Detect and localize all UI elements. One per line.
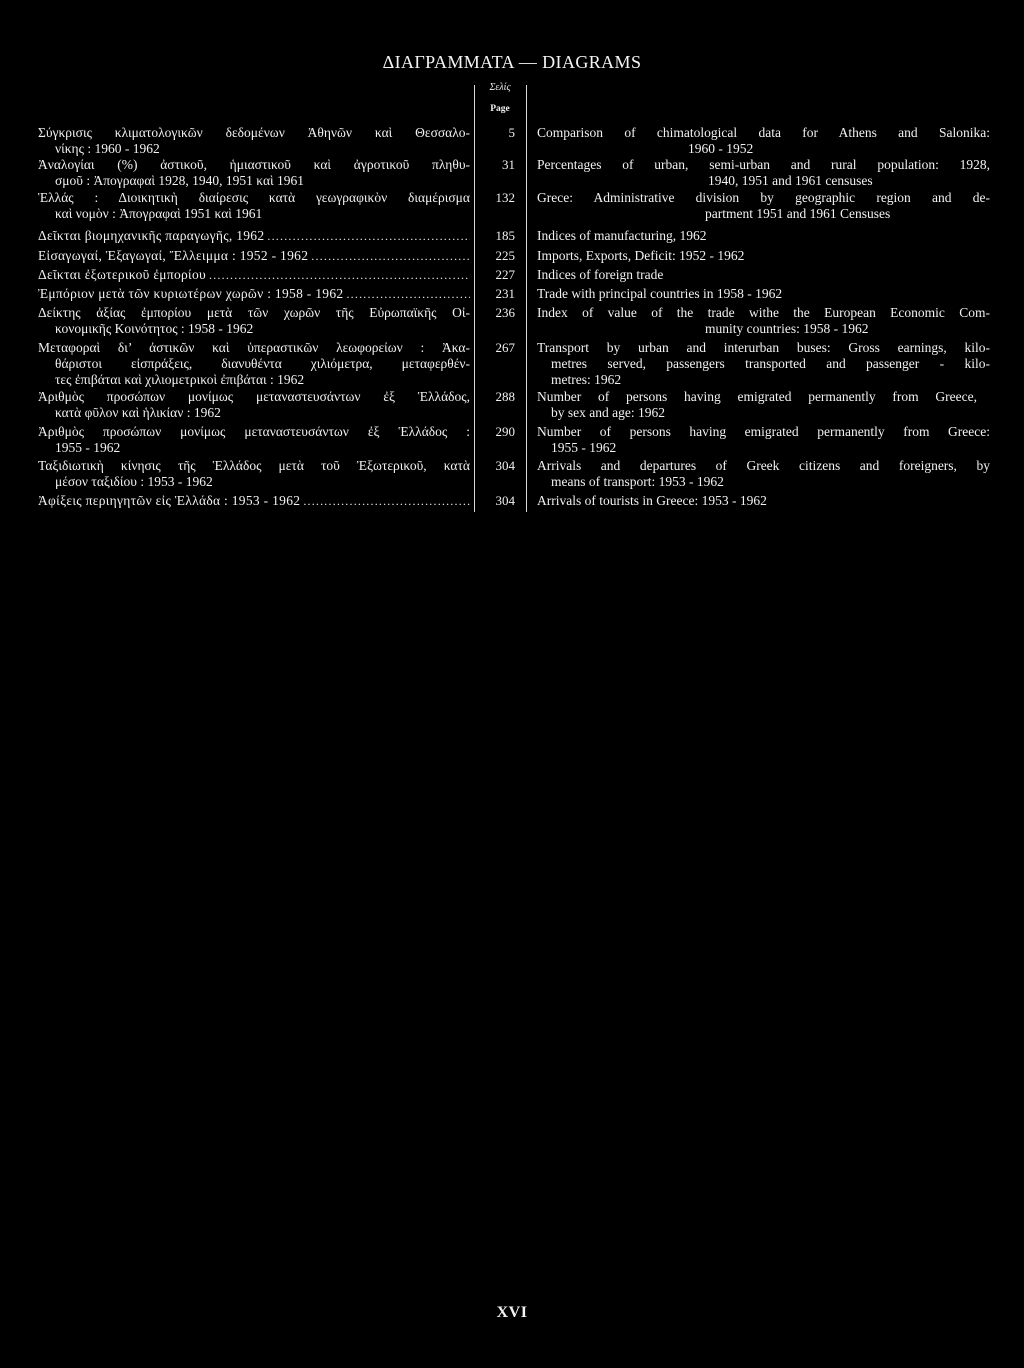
english-title (537, 286, 990, 302)
greek-title-line: Μεταφοραὶ δι’ ἀστικῶν καὶ ὑπεραστικῶν λεωφορείων : Ἀκα- (38, 340, 470, 355)
english-title-line: 1955 - 1962 (551, 440, 617, 455)
greek-title-line: Ἀριθμὸς προσώπων μονίμως μεταναστευσάντων ἐξ Ἑλλάδος, (38, 389, 470, 404)
greek-title (38, 493, 470, 509)
page-number: 304 (495, 493, 515, 508)
greek-title (38, 458, 470, 490)
page-number: 288 (495, 389, 515, 404)
greek-title-line: σμοῦ : Ἀπογραφαὶ 1928, 1940, 1951 καὶ 1961 (55, 173, 305, 188)
english-title (537, 340, 990, 388)
greek-title-line: 1955 - 1962 (55, 440, 121, 455)
english-title (537, 157, 990, 189)
english-title-line: means of transport: 1953 - 1962 (551, 474, 724, 489)
column-rule-right (526, 85, 527, 512)
english-title (537, 458, 990, 490)
english-title-line: Number of persons having emigrated permanently from Greece, (537, 389, 977, 404)
greek-title-line: τες ἐπιβάται καὶ χιλιομετρικοὶ ἐπιβάται : 1962 (55, 372, 305, 387)
page-number: 185 (495, 228, 515, 243)
greek-title-line (38, 248, 470, 264)
english-title (537, 190, 990, 222)
dot-leader (209, 267, 470, 283)
greek-title-line (38, 267, 470, 283)
greek-title-text: Ἐμπόριον μετὰ τῶν κυριωτέρων χωρῶν : 1958 - 1962 (38, 286, 344, 301)
greek-title (38, 305, 470, 337)
greek-title (38, 424, 470, 456)
dot-leader (311, 248, 470, 264)
greek-title (38, 286, 470, 302)
greek-title-text: Εἰσαγωγαί, Ἐξαγωγαί, Ἔλλειμμα : 1952 - 1962 (38, 248, 309, 263)
dot-leader (346, 286, 470, 302)
page-column-header-greek: Σελίς (489, 82, 511, 93)
greek-title-line: κατὰ φῦλον καὶ ἡλικίαν : 1962 (55, 405, 221, 420)
english-title-line: 1960 - 1952 (688, 141, 754, 156)
english-title-line: Indices of manufacturing, 1962 (537, 228, 707, 243)
page-number: 132 (495, 190, 515, 205)
greek-title-line: Ἑλλάς : Διοικητικὴ διαίρεσις κατὰ γεωγραφικὸν διαμέρισμα (38, 190, 470, 205)
greek-title (38, 228, 470, 244)
english-title-line: Arrivals and departures of Greek citizens and foreigners, by (537, 458, 990, 473)
greek-title-text: Δεῖκται ἐξωτερικοῦ ἐμπορίου (38, 267, 207, 282)
greek-title-line: Σύγκρισις κλιματολογικῶν δεδομένων Ἀθηνῶν καὶ Θεσσαλο- (38, 125, 470, 140)
english-title (537, 424, 990, 456)
english-title (537, 267, 990, 283)
greek-title-line: καὶ νομὸν : Ἀπογραφαὶ 1951 καὶ 1961 (55, 206, 263, 221)
greek-title-line: κονομικῆς Κοινότητος : 1958 - 1962 (55, 321, 254, 336)
page-number: 290 (495, 424, 515, 439)
greek-title-line: Δείκτης ἀξίας ἐμπορίου μετὰ τῶν χωρῶν τῆς Εὐρωπαϊκῆς Οἰ- (38, 305, 470, 320)
english-title-line: by sex and age: 1962 (551, 405, 665, 420)
english-title-line: Percentages of urban, semi-urban and rural population: 1928, (537, 157, 990, 172)
greek-title (38, 389, 470, 421)
dot-leader (267, 228, 470, 244)
page-column-header-english: Page (490, 104, 510, 114)
greek-title-text: Ἀφίξεις περιηγητῶν εἰς Ἑλλάδα : 1953 - 1962 (38, 493, 301, 508)
greek-title-line: Ἀριθμὸς προσώπων μονίμως μεταναστευσάντων ἐξ Ἑλλάδος : (38, 424, 470, 439)
english-title-line: Trade with principal countries in 1958 - 1962 (537, 286, 783, 301)
english-title-line: Index of value of the trade withe the European Economic Com- (537, 305, 990, 320)
page-number: 236 (495, 305, 515, 320)
dot-leader (303, 493, 470, 509)
page-title: ΔΙΑΓΡΑΜΜΑΤΑ — DIAGRAMS (382, 52, 642, 72)
english-title-line: Arrivals of tourists in Greece: 1953 - 1962 (537, 493, 767, 508)
greek-title-line: θάριστοι εἰσπράξεις, διανυθέντα χιλιόμετρα, μεταφερθέν- (55, 356, 470, 371)
english-title (537, 493, 990, 509)
greek-title-line (38, 493, 470, 509)
greek-title-line: νίκης : 1960 - 1962 (55, 141, 160, 156)
greek-title-line (38, 286, 470, 302)
page-folio: XVI (496, 1304, 528, 1321)
page-number: 304 (495, 458, 515, 473)
english-title-line: Comparison of chimatological data for Athens and Salonika: (537, 125, 990, 140)
greek-title (38, 248, 470, 264)
greek-title (38, 190, 470, 222)
english-title-line: Imports, Exports, Deficit: 1952 - 1962 (537, 248, 745, 263)
greek-title-line: Ἀναλογίαι (%) ἀστικοῦ, ἡμιαστικοῦ καὶ ἀγροτικοῦ πληθυ- (38, 157, 470, 172)
english-title (537, 228, 990, 244)
english-title-line: metres: 1962 (551, 372, 622, 387)
greek-title-line (38, 228, 470, 244)
english-title-line: 1940, 1951 and 1961 censuses (708, 173, 873, 188)
page-number: 5 (508, 125, 515, 140)
english-title (537, 389, 990, 421)
english-title-line: Indices of foreign trade (537, 267, 664, 282)
english-title (537, 125, 990, 157)
greek-title-text: Δεῖκται βιομηχανικῆς παραγωγῆς, 1962 (38, 228, 265, 243)
greek-title-line: μέσον ταξιδίου : 1953 - 1962 (55, 474, 213, 489)
greek-title (38, 340, 470, 388)
english-title-line: Grece: Administrative division by geographic region and de- (537, 190, 990, 205)
english-title-line: Transport by urban and interurban buses: Gross earnings, kilo- (537, 340, 990, 355)
greek-title-line: Ταξιδιωτικὴ κίνησις τῆς Ἑλλάδος μετὰ τοῦ Ἐξωτερικοῦ, κατὰ (38, 458, 470, 473)
english-title-line: partment 1951 and 1961 Censuses (705, 206, 891, 221)
page-number: 227 (495, 267, 515, 282)
page-number: 31 (502, 157, 515, 172)
page-number: 267 (495, 340, 515, 355)
english-title (537, 248, 990, 264)
greek-title (38, 157, 470, 189)
page-column-header (474, 82, 526, 115)
greek-title (38, 125, 470, 157)
english-title (537, 305, 990, 337)
english-title-line: munity countries: 1958 - 1962 (705, 321, 869, 336)
page-number: 231 (495, 286, 515, 301)
english-title-line: metres served, passengers transported and passenger - kilo- (551, 356, 990, 371)
page-number: 225 (495, 248, 515, 263)
greek-title (38, 267, 470, 283)
english-title-line: Number of persons having emigrated permanently from Greece: (537, 424, 990, 439)
